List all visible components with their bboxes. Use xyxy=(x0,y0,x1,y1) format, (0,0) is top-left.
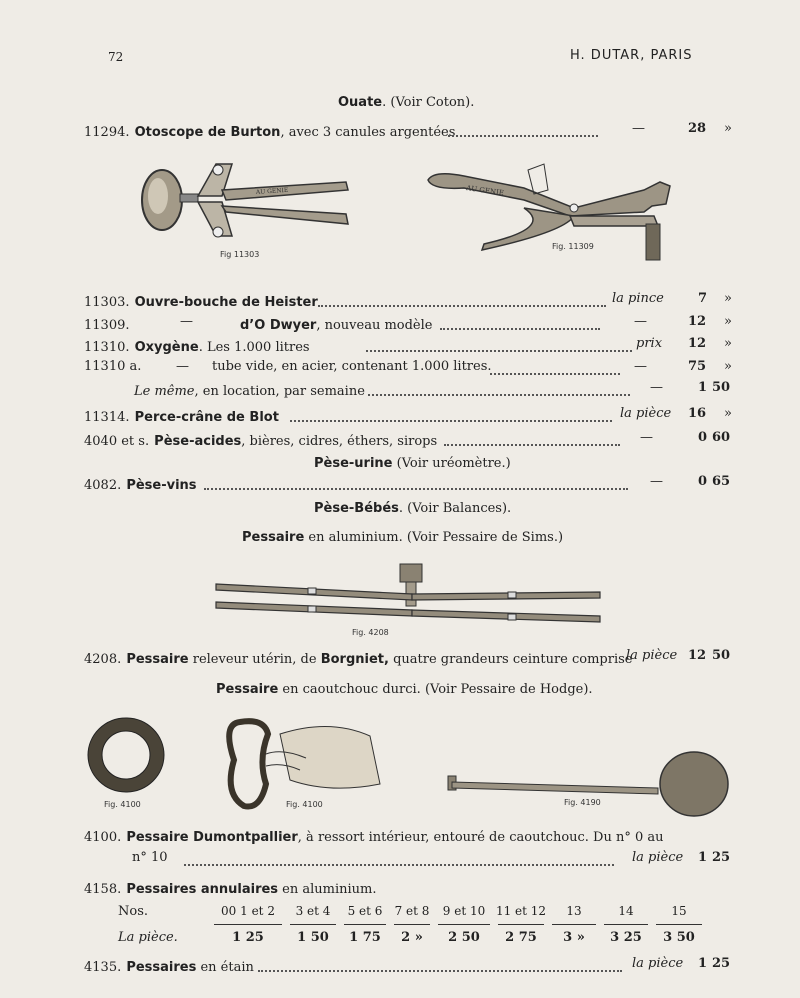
table-rule xyxy=(552,924,596,925)
table-price-cell: 2 50 xyxy=(448,930,480,945)
table-rule xyxy=(214,924,282,925)
table-rule xyxy=(604,924,648,925)
table-nos-label: Nos. xyxy=(118,904,149,919)
pessary-4208-illustration xyxy=(212,558,606,632)
entry-11314: 11314. Perce-crâne de Blot xyxy=(84,410,279,425)
table-rule xyxy=(290,924,336,925)
table-price-cell: 3 50 xyxy=(663,930,695,945)
entry-11310a: 11310 a. xyxy=(84,359,142,374)
ring-pessary-illustration xyxy=(84,714,170,796)
table-header-cell: 7 et 8 xyxy=(394,904,430,918)
page-number: 72 xyxy=(108,50,124,64)
table-header-cell: 5 et 6 xyxy=(347,904,383,918)
entry-4135: 4135. Pessaires en étain xyxy=(84,960,254,975)
table-rule xyxy=(344,924,386,925)
entry-4082: 4082. Pèse-vins xyxy=(84,478,197,493)
fig-4100-caption-b: Fig. 4100 xyxy=(286,800,323,809)
table-price-cell: 3 » xyxy=(563,930,585,945)
fig-11303-caption: Fig 11303 xyxy=(220,250,260,259)
sizes-table xyxy=(210,904,730,954)
svg-text:AU GENIE: AU GENIE xyxy=(255,186,289,196)
entry-4208: 4208. Pessaire releveur utérin, de Borgniet, quatre grandeurs ceinture comprise xyxy=(84,652,633,667)
pessary-4190-illustration xyxy=(438,748,730,818)
catalog-page: 72 H. DUTAR, PARIS Ouate. (Voir Coton). 11294. Otoscope de Burton, avec 3 canules argentées — 28 » AU GENIE Fig 11303 AU GENIE Fig. 11309 11303. Ouvre-bouche de Heister la pince 7 » 11309. — d’O Dwyer, nouveau modèle — 12 » 11310. Oxygène. Les 1.000 litres prix 12 » 11310 a. — tube vide, en acier, contenant 1.000 litres. — 75 » Le même, en location, par semaine — 1 50 11314. Perce-crâne de Blot la pièce 16 » 4040 et s. Pèse-acides, bières, cidres, éthers, sirops — 0 60 Pèse-urine (Voir uréomètre.) 4082. Pèse-vins — 0 65 Pèse-Bébés. (Voir Balances). Pessaire en aluminium. (Voir Pessaire de Sims.) Fig. 4208 4208. Pessaire releveur utérin, de Borgniet, quatre grandeurs ceinture comprise la pièce 12 50 Pessaire en caoutchouc durci. (Voir Pessaire de Hodge). Fig. 4100 Fig. 4100 Fig. 4190 4100. Pessaire Dumontpallier, à ressort intérieur, entouré de caoutchouc. Du n° 0 au n° 10 la pièce 1 25 4158. Pessaires annulaires en aluminium. Nos. La pièce. 00 1 et 2 1 25 3 et 4 1 50 5 et 6 1 75 7 et 8 2 » 9 et 10 2 50 11 et 12 2 75 13 3 » 14 3 25 15 3 50 4135. Pessaires en étain la pièce 1 25 xyxy=(84,48,732,975)
fig-4208-caption: Fig. 4208 xyxy=(352,628,389,637)
fig-4100-caption-a: Fig. 4100 xyxy=(104,800,141,809)
table-header-cell: 14 xyxy=(618,904,634,918)
table-price-cell: 1 50 xyxy=(297,930,329,945)
entry-11303: 11303. Ouvre-bouche de Heister xyxy=(84,295,318,310)
entry-11294: 11294. Otoscope de Burton, avec 3 canules argentées xyxy=(84,125,456,140)
table-price-label: La pièce. xyxy=(118,930,178,945)
section-pessaire-caoutchouc: Pessaire en caoutchouc durci. (Voir Pessaire de Hodge). xyxy=(216,682,593,697)
entry-le-meme: Le même, en location, par semaine xyxy=(134,384,365,399)
table-price-cell: 3 25 xyxy=(610,930,642,945)
table-price-cell: 2 75 xyxy=(505,930,537,945)
table-header-cell: 15 xyxy=(671,904,687,918)
table-rule xyxy=(438,924,490,925)
mouth-gag-illustration xyxy=(136,156,356,246)
entry-4100: 4100. Pessaire Dumontpallier, à ressort intérieur, entouré de caoutchouc. Du n° 0 au xyxy=(84,830,664,845)
section-pese-urine: Pèse-urine (Voir uréomètre.) xyxy=(314,456,511,471)
section-pessaire-aluminium: Pessaire en aluminium. (Voir Pessaire de Sims.) xyxy=(242,530,564,545)
table-rule xyxy=(498,924,544,925)
table-rule xyxy=(656,924,702,925)
fig-4190-caption: Fig. 4190 xyxy=(564,798,601,807)
entry-4158: 4158. Pessaires annulaires en aluminium. xyxy=(84,882,377,897)
section-ouate: Ouate. (Voir Coton). xyxy=(338,95,475,110)
table-rule xyxy=(394,924,430,925)
svg-text:AU GENIE: AU GENIE xyxy=(465,184,505,198)
publisher-header: H. DUTAR, PARIS xyxy=(570,48,693,63)
table-header-cell: 3 et 4 xyxy=(295,904,331,918)
hand-pessary-illustration xyxy=(220,714,386,810)
table-price-cell: 2 » xyxy=(401,930,423,945)
table-header-cell: 11 et 12 xyxy=(495,904,547,918)
table-price-cell: 1 25 xyxy=(232,930,264,945)
entry-4040: 4040 et s. Pèse-acides, bières, cidres, éthers, sirops xyxy=(84,434,438,449)
section-pese-bebes: Pèse-Bébés. (Voir Balances). xyxy=(314,501,512,516)
entry-11309: 11309. xyxy=(84,318,130,333)
entry-11310: 11310. Oxygène. Les 1.000 litres xyxy=(84,340,310,355)
table-header-cell: 13 xyxy=(566,904,582,918)
fig-11309-caption: Fig. 11309 xyxy=(552,242,594,251)
table-header-cell: 9 et 10 xyxy=(442,904,486,918)
table-price-cell: 1 75 xyxy=(349,930,381,945)
table-header-cell: 00 1 et 2 xyxy=(221,904,275,918)
